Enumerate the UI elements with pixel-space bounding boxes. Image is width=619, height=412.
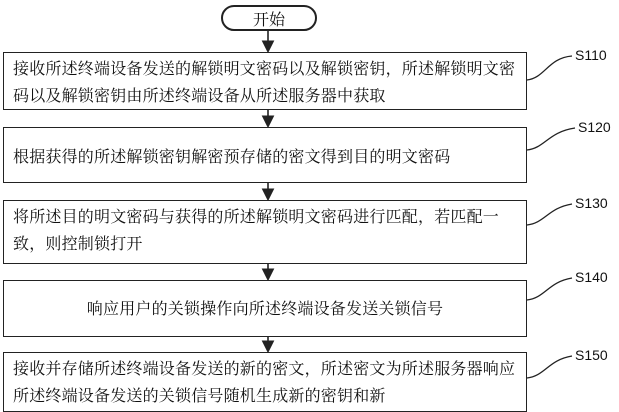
step-box-s130	[3, 200, 527, 264]
step-text: 将所述目的明文密码与获得的所述解锁明文密码进行匹配，若匹配一致，则控制锁打开	[13, 207, 500, 253]
callout-s130	[527, 204, 572, 225]
step-box-s150	[3, 352, 527, 412]
callout-s120	[527, 128, 575, 150]
callout-s110	[527, 56, 572, 80]
step-box-s140	[3, 280, 527, 337]
start-node	[221, 5, 317, 31]
step-label-s130: S130	[575, 195, 608, 211]
step-box-s110	[3, 52, 527, 110]
step-label-s150: S150	[575, 347, 608, 363]
step-box-s120	[3, 127, 527, 183]
step-label-s110: S110	[575, 47, 607, 63]
start-label: 开始	[252, 9, 285, 29]
step-text: 根据获得的所述解锁密钥解密预存储的密文得到目的明文密码	[13, 146, 451, 166]
step-text: 响应用户的关锁操作向所述终端设备发送关锁信号	[86, 299, 444, 318]
callout-s150	[527, 356, 572, 378]
step-text: 接收所述终端设备发送的解锁明文密码以及解锁密钥，所述解锁明文密码以及解锁密钥由所述终端设备从所述服务器中获取	[13, 59, 516, 105]
step-label-s140: S140	[575, 269, 608, 285]
step-label-s120: S120	[578, 119, 611, 135]
callout-s140	[527, 278, 572, 300]
step-text: 接收并存储所述终端设备发送的新的密文，所述密文为所述服务器响应所述终端设备发送的关锁信号随机生成新的密钥和新	[13, 359, 516, 405]
